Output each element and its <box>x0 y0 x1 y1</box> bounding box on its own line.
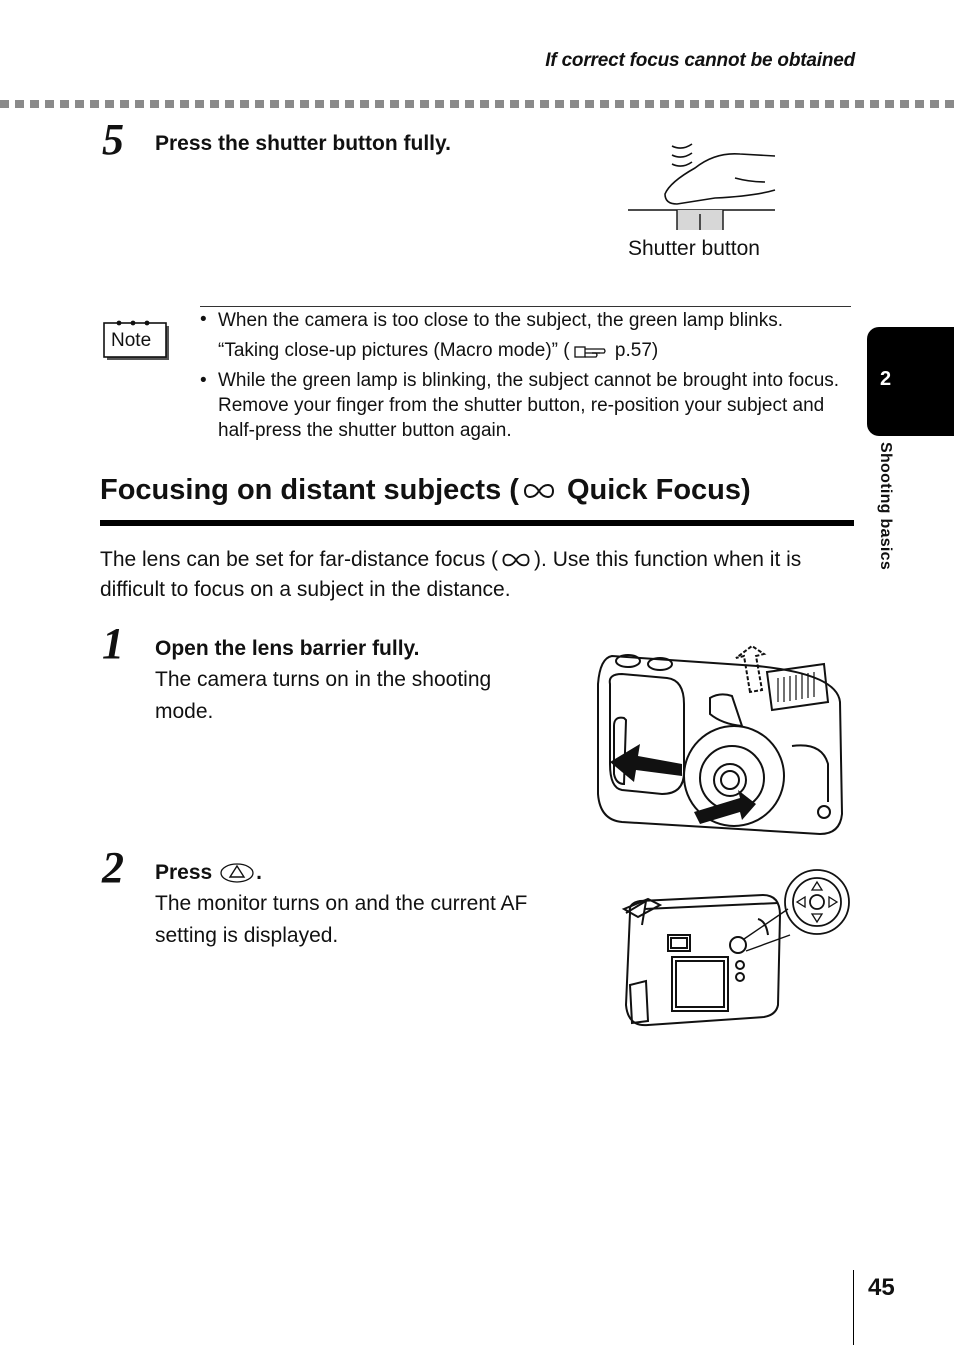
dashed-divider <box>0 100 954 108</box>
shutter-press-illustration <box>625 138 785 233</box>
note-item-1-reference <box>218 338 848 363</box>
camera-back-illustration <box>618 865 854 1031</box>
heading-text-start: Focusing on distant subjects ( <box>100 474 519 506</box>
reference-title: “Taking close-up pictures (Macro mode)” ( <box>218 340 570 361</box>
step-number-2: 2 <box>102 843 124 892</box>
press-period: . <box>256 861 262 884</box>
step-2-title <box>155 861 262 885</box>
note-item-2: • While the green lamp is blinking, the subject cannot be brought into focus. Remove your finger from the shutter button, re-position your subject and half-press the shutter button again. <box>198 368 848 443</box>
note-item-1 <box>198 307 848 363</box>
intro-text-start: The lens can be set for far-distance focus ( <box>100 548 499 571</box>
step-number-5: 5 <box>102 115 124 164</box>
shutter-button-label: Shutter button <box>628 237 760 260</box>
press-word: Press <box>155 861 213 884</box>
note-item-1-text: When the camera is too close to the subject, the green lamp blinks. <box>218 310 784 331</box>
arrow-pad-up-icon <box>218 861 256 885</box>
note-badge-label: Note <box>111 330 152 351</box>
section-intro <box>100 545 860 605</box>
infinity-icon <box>498 550 534 570</box>
section-heading <box>100 474 751 507</box>
infinity-icon <box>519 481 559 501</box>
chapter-number: 2 <box>880 368 892 390</box>
note-badge <box>103 318 171 362</box>
running-header: If correct focus cannot be obtained <box>545 50 855 71</box>
note-list <box>198 307 848 443</box>
intro-text-end: ). Use this function when it is difficult to focus on a subject in the distance. <box>100 548 802 601</box>
step-1-title: Open the lens barrier fully. <box>155 637 420 660</box>
hand-pointer-reference-icon <box>570 341 610 361</box>
camera-front-illustration <box>592 644 848 840</box>
reference-page: p.57) <box>609 340 659 361</box>
step-number-1: 1 <box>102 619 124 668</box>
step-5-title: Press the shutter button fully. <box>155 132 451 155</box>
step-2-body: The monitor turns on and the current AF setting is displayed. <box>155 892 528 947</box>
section-heading-rule <box>100 520 854 526</box>
heading-text-end: Quick Focus) <box>558 474 751 506</box>
step-1-body: The camera turns on in the shooting mode. <box>155 668 492 723</box>
chapter-label: Shooting basics <box>877 442 894 571</box>
page-number: 45 <box>868 1274 895 1301</box>
page-number-rule <box>853 1270 854 1345</box>
